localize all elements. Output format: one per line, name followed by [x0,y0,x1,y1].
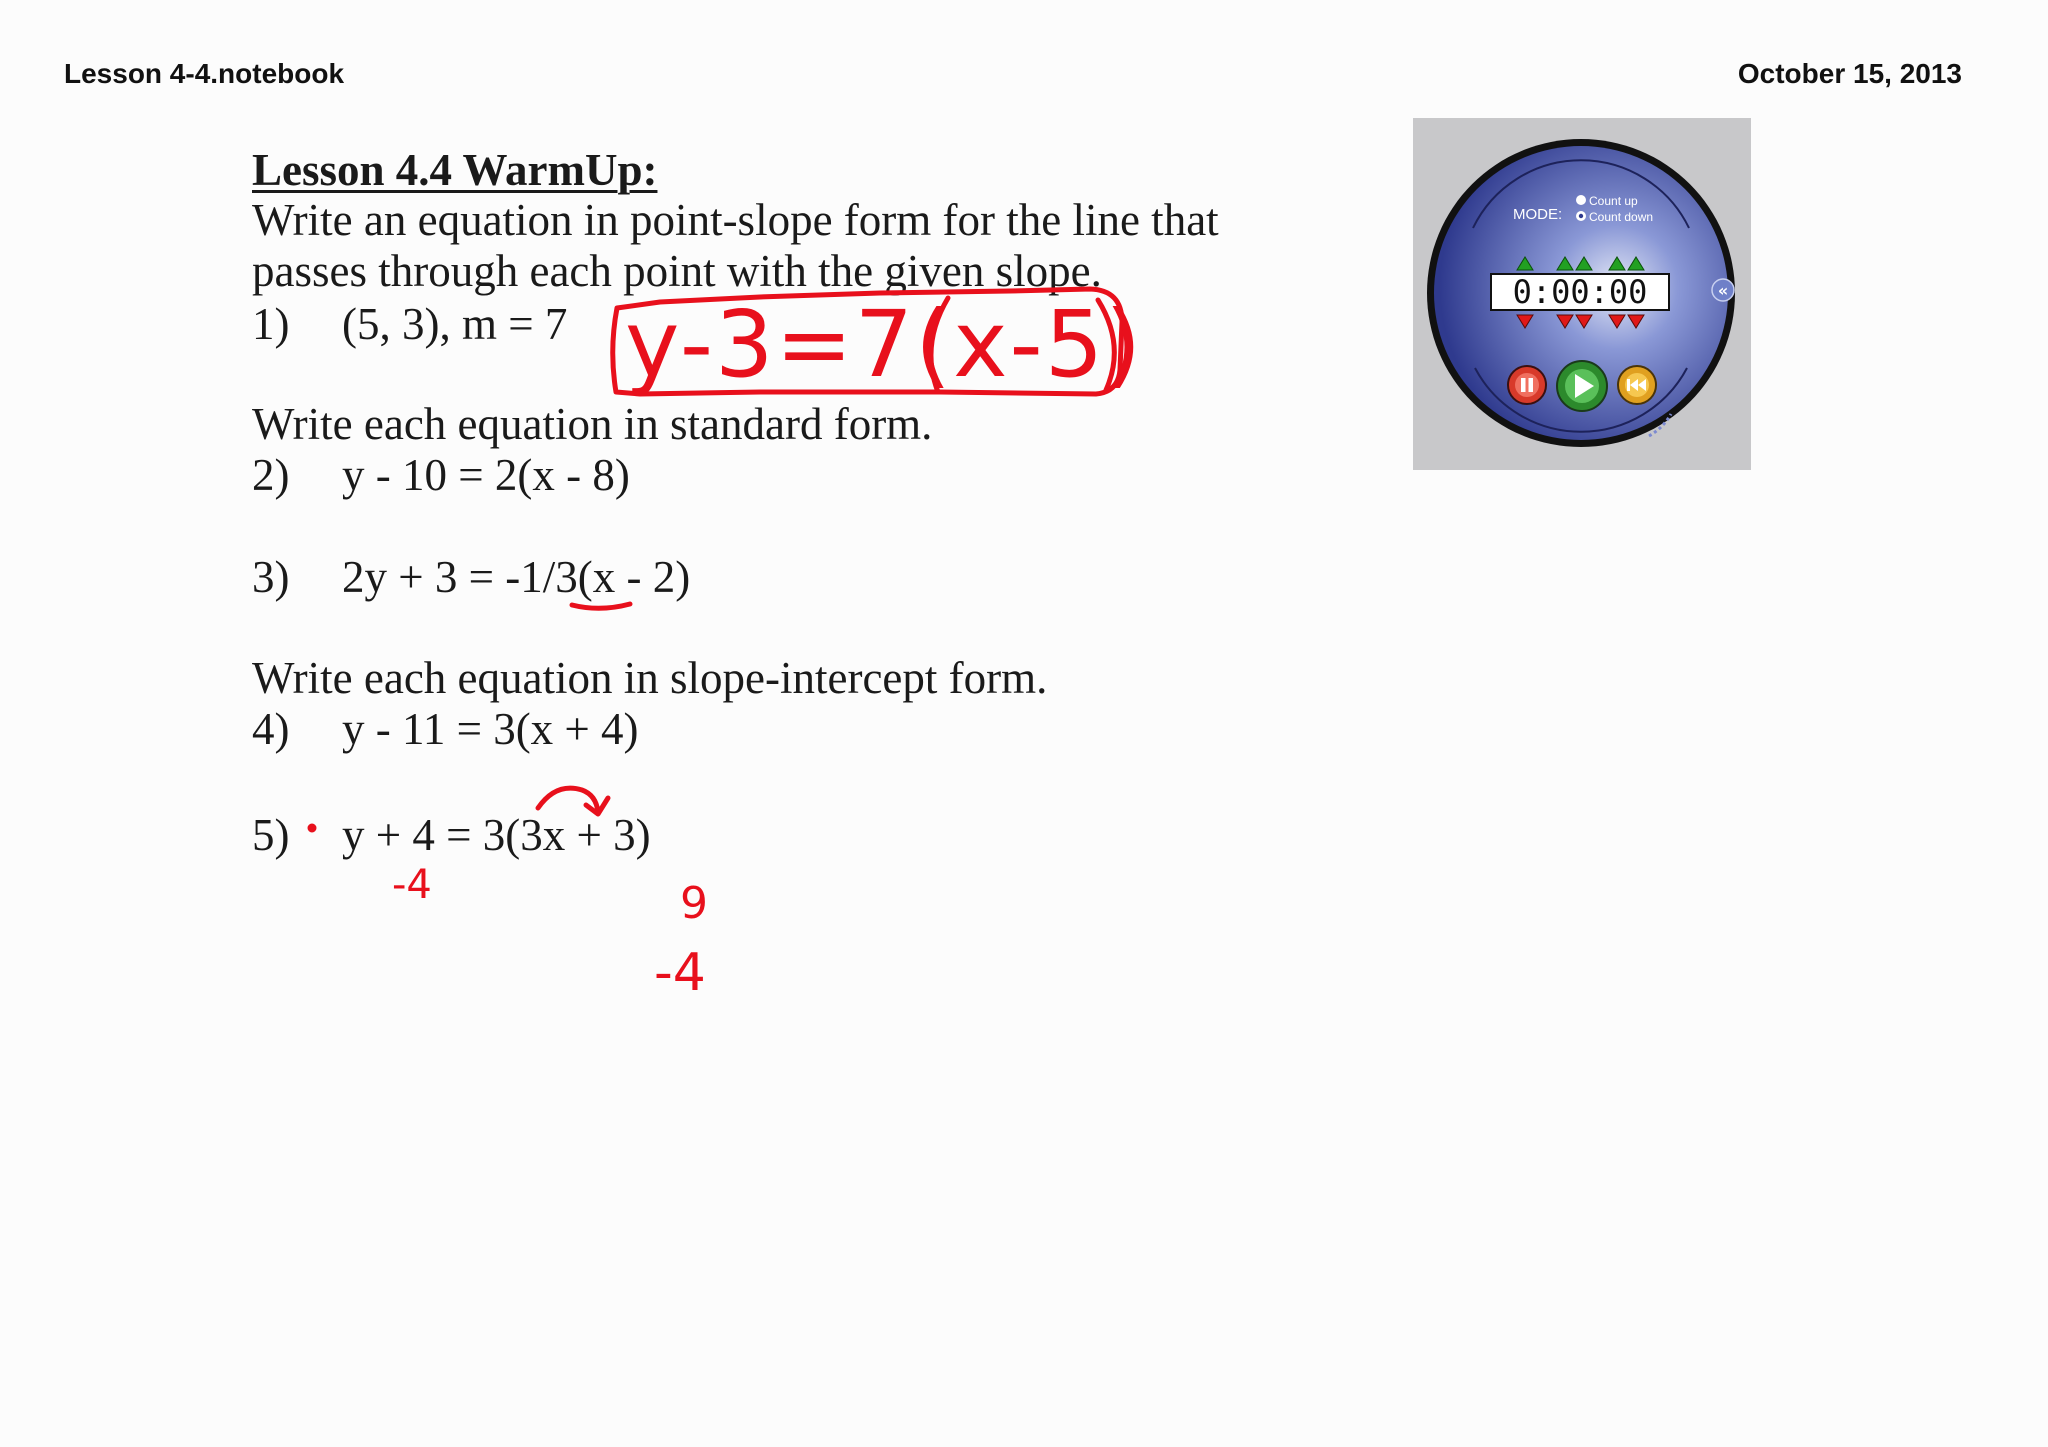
notebook-date: October 15, 2013 [1737,58,1962,89]
problem-text: y - 11 = 3(x + 4) [342,704,639,754]
problem-text: y - 10 = 2(x - 8) [342,450,630,500]
problem-number: 1) [252,299,290,349]
problem-text: (5, 3), m = 7 [342,299,568,349]
collapse-icon: « [1717,281,1729,300]
count-down-radio-dot [1579,214,1583,218]
count-up-label: Count up [1589,194,1638,208]
handwritten-minus-4-right: -4 [654,943,706,1003]
instructions-standard-form: Write each equation in standard form. [252,399,933,449]
close-paren-ink [1098,300,1114,390]
answer-box [613,289,1122,394]
notebook-filename: Lesson 4-4.notebook [64,58,345,89]
lesson-title: Lesson 4.4 WarmUp: [252,145,658,195]
instructions-point-slope-continued: passes through each point with the given slope. [252,246,1102,296]
open-paren-ink [931,298,948,392]
count-up-radio[interactable] [1576,195,1586,205]
pause-icon [1521,378,1526,392]
problem-number: 5) [252,810,290,860]
problem-5 [252,810,651,860]
count-down-label: Count down [1589,210,1654,224]
mode-label: MODE: [1513,206,1563,223]
handwritten-answer-1: y-3=7(x-5) [625,291,1144,398]
problem-number: 2) [252,450,290,500]
reset-icon [1627,379,1630,391]
problem-4 [252,704,639,754]
pause-button[interactable] [1508,366,1546,404]
problem-text: 2y + 3 = -1/3(x - 2) [342,552,691,602]
timer-graphic [1413,118,1751,470]
play-button[interactable] [1557,361,1607,411]
handwritten-minus-4-left: -4 [392,862,432,908]
problem-1 [252,299,568,349]
handwritten-9: 9 [680,878,708,929]
timer-display: 0:00:00 [1512,273,1648,311]
problem-number: 4) [252,704,290,754]
problem-number: 3) [252,552,290,602]
problem-3 [252,552,691,602]
countdown-timer-widget [1413,118,1751,470]
problem-2 [252,450,630,500]
distribute-arrow [538,788,598,812]
instructions-point-slope: Write an equation in point-slope form for the line that [252,195,1219,245]
reset-button[interactable] [1618,366,1656,404]
instructions-slope-intercept: Write each equation in slope-intercept form. [252,653,1048,703]
underline-fraction [572,604,630,608]
problem-text: y + 4 = 3(3x + 3) [342,810,651,860]
